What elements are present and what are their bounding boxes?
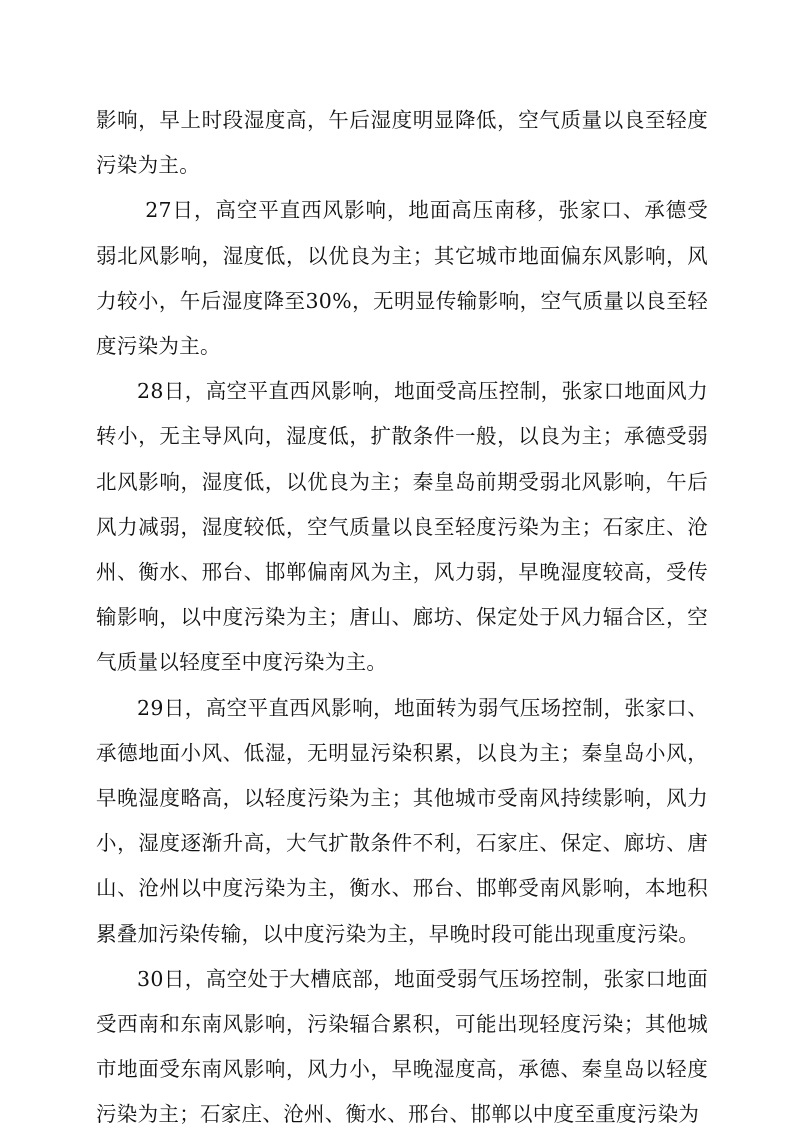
paragraph-continuation: 影响，早上时段湿度高，午后湿度明显降低，空气质量以良至轻度污染为主。 <box>96 108 708 178</box>
paragraph-day-28: 28日，高空平直西风影响，地面受高压控制，张家口地面风力转小，无主导风向，湿度低，扩散条件一般，以良为主；承德受弱北风影响，湿度低，以优良为主；秦皇岛前期受弱北风影响，午后风力减弱，湿度较低，空气质量以良至轻度污染为主；石家庄、沧州、衡水、邢台、邯郸偏南风为主，风力弱，早晚湿度较高，受传输影响，以中度污染为主；唐山、廊坊、保定处于风力辐合区，空气质量以轻度至中度污染为主。 <box>96 379 708 675</box>
paragraph-day-27: 27日，高空平直西风影响，地面高压南移，张家口、承德受弱北风影响，湿度低，以优良为主；其它城市地面偏东风影响，风力较小，午后湿度降至30%，无明显传输影响，空气质量以良至轻度污染为主。 <box>96 198 708 359</box>
body-text <box>96 98 708 1138</box>
paragraph-day-30: 30日，高空处于大槽底部，地面受弱气压场控制，张家口地面受西南和东南风影响，污染辐合累积，可能出现轻度污染；其他城市地面受东南风影响，风力小，早晚湿度高，承德、秦皇岛以轻度污染为主；石家庄、沧州、衡水、邢台、邯郸以中度至重度污染为 <box>96 966 708 1127</box>
paragraph-day-29: 29日，高空平直西风影响，地面转为弱气压场控制，张家口、承德地面小风、低湿，无明显污染积累，以良为主；秦皇岛小风，早晚湿度略高，以轻度污染为主；其他城市受南风持续影响，风力小，湿度逐渐升高，大气扩散条件不利，石家庄、保定、廊坊、唐山、沧州以中度污染为主，衡水、邢台、邯郸受南风影响，本地积累叠加污染传输，以中度污染为主，早晚时段可能出现重度污染。 <box>96 695 708 946</box>
